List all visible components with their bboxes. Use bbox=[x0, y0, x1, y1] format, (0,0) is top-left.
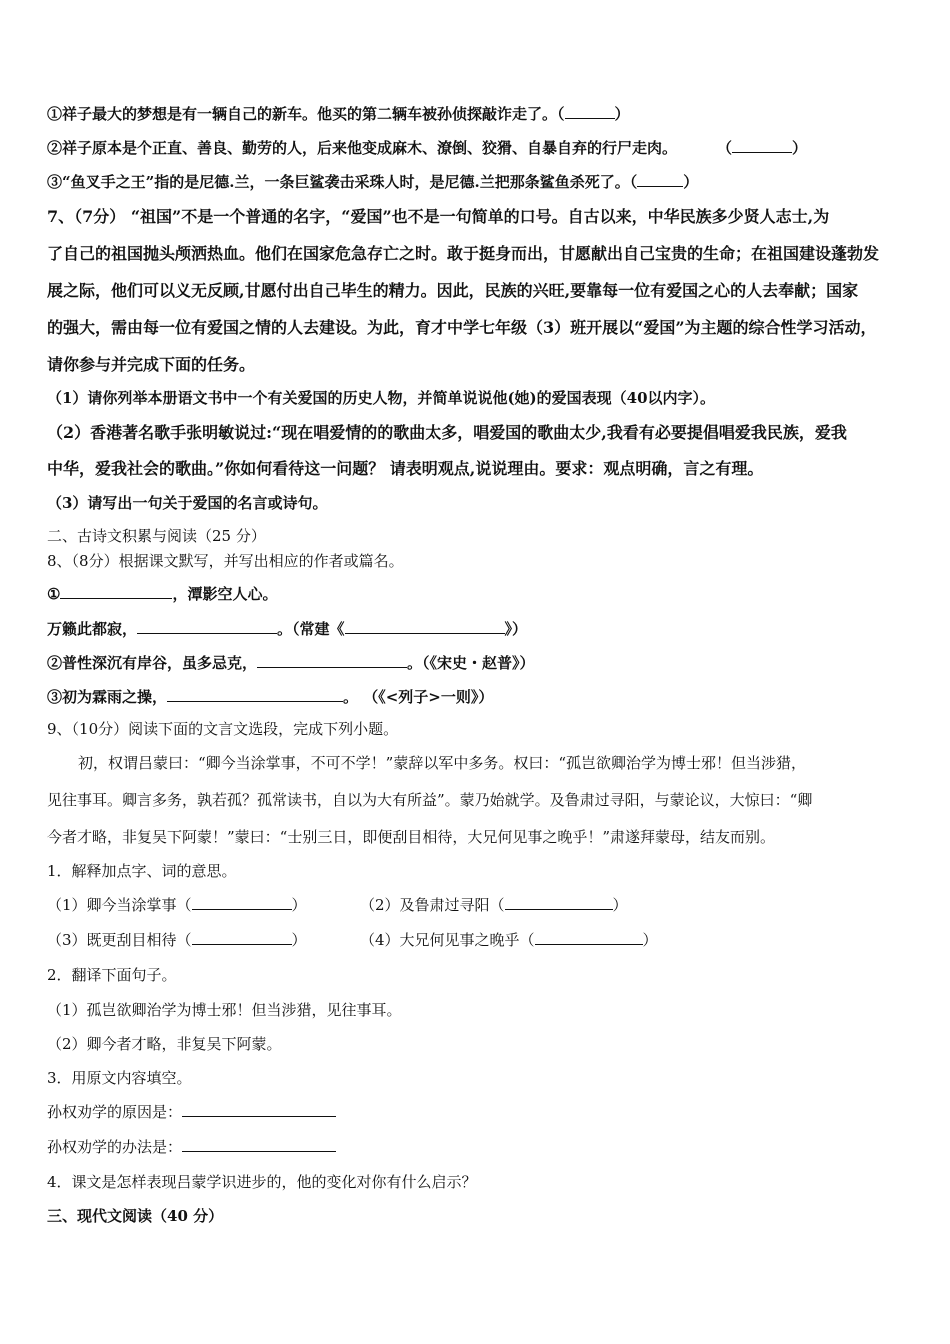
answer-blank[interactable] bbox=[535, 930, 643, 945]
q6-item-2: ②祥子原本是个正直、善良、勤劳的人，后来他变成麻木、潦倒、狡猾、自暴自弃的行尸走肉。 （ ） bbox=[47, 139, 808, 157]
q9-sub-2-title: 2．翻译下面句子。 bbox=[47, 966, 177, 984]
answer-blank[interactable] bbox=[257, 653, 407, 668]
section-2-heading: 二、古诗文积累与阅读（25 分） bbox=[47, 527, 266, 545]
answer-blank[interactable] bbox=[505, 895, 613, 910]
q9-passage-line-1: 初，权谓吕蒙曰：“卿今当涂掌事，不可不学！”蒙辞以军中多务。权曰：“孤岂欲卿治学为博士邪！但当涉猎， bbox=[78, 754, 807, 772]
section-3-heading: 三、现代文阅读（40 分） bbox=[47, 1207, 224, 1225]
q6-item-1: ①祥子最大的梦想是有一辆自己的新车。他买的第二辆车被孙侦探敲诈走了。（ ） bbox=[47, 105, 630, 123]
q9-sub-4: 4．课文是怎样表现吕蒙学识进步的，他的变化对你有什么启示？ bbox=[47, 1173, 477, 1191]
answer-blank[interactable] bbox=[192, 895, 292, 910]
answer-blank[interactable] bbox=[345, 619, 505, 634]
answer-blank[interactable] bbox=[60, 584, 172, 599]
q8-title: 8、（8分）根据课文默写，并写出相应的作者或篇名。 bbox=[47, 552, 404, 570]
q7-line-2: 了自己的祖国抛头颅洒热血。他们在国家危急存亡之时。敢于挺身而出，甘愿献出自己宝贵的生命；在祖国建设蓬勃发 bbox=[47, 244, 880, 263]
q9-sub-1-item-1: （1）卿今当涂掌事（ ） bbox=[47, 896, 307, 914]
answer-blank[interactable] bbox=[182, 1102, 336, 1117]
q7-line-3: 展之际，他们可以义无反顾,甘愿付出自己毕生的精力。因此，民族的兴旺,要靠每一位有爱国之心的人去奉献；国家 bbox=[47, 281, 859, 300]
q7-line-5: 请你参与并完成下面的任务。 bbox=[47, 355, 256, 374]
q9-passage-line-2: 见往事耳。卿言多务，孰若孤？孤常读书，自以为大有所益”。蒙乃始就学。及鲁肃过寻阳，与蒙论议，大惊曰：“卿 bbox=[47, 791, 813, 809]
q9-sub-1-item-4: （4）大兄何见事之晚乎（ ） bbox=[360, 931, 658, 949]
q8-line-4: ③初为霖雨之操， 。 （《<列子>一则》） bbox=[47, 688, 494, 706]
q9-sub-3-item-2: 孙权劝学的办法是： bbox=[47, 1137, 336, 1157]
q6-item-3: ③“鱼叉手之王”指的是尼德.兰，一条巨鲨袭击采珠人时，是尼德.兰把那条鲨鱼杀死了。（ ） bbox=[47, 173, 699, 191]
q9-sub-2-item-1: （1）孤岂欲卿治学为博士邪！但当涉猎，见往事耳。 bbox=[47, 1001, 402, 1019]
q9-sub-1-item-3: （3）既更刮目相待（ ） bbox=[47, 931, 307, 949]
q7-sub-1: （1）请你列举本册语文书中一个有关爱国的历史人物，并简单说说他(她)的爱国表现（40以内字）。 bbox=[47, 389, 716, 407]
q7-line-4: 的强大，需由每一位有爱国之情的人去建设。为此，育才中学七年级（3）班开展以“爱国”为主题的综合性学习活动， bbox=[47, 318, 877, 337]
q9-title: 9、（10分）阅读下面的文言文选段，完成下列小题。 bbox=[47, 720, 399, 738]
answer-blank[interactable] bbox=[167, 687, 343, 702]
q9-passage-line-3: 今者才略，非复吴下阿蒙！”蒙曰：“士别三日，即便刮目相待，大兄何见事之晚乎！”肃遂拜蒙母，结友而别。 bbox=[47, 828, 776, 846]
q9-sub-1-item-2: （2）及鲁肃过寻阳（ ） bbox=[360, 896, 628, 914]
q9-sub-2-item-2: （2）卿今者才略，非复吴下阿蒙。 bbox=[47, 1035, 282, 1053]
q7-sub-2b: 中华，爱我社会的歌曲。”你如何看待这一问题？ 请表明观点,说说理由。要求：观点明确，言之有理。 bbox=[47, 459, 764, 478]
q7-sub-2a: （2）香港著名歌手张明敏说过:“现在唱爱情的的歌曲太多，唱爱国的歌曲太少,我看有必要提倡唱爱我民族，爱我 bbox=[47, 423, 847, 442]
q9-sub-3-title: 3．用原文内容填空。 bbox=[47, 1069, 192, 1087]
answer-blank[interactable] bbox=[732, 138, 792, 153]
q9-sub-3-item-1: 孙权劝学的原因是： bbox=[47, 1102, 336, 1122]
q7-line-1: 7、（7分） “祖国”不是一个普通的名字，“爱国”也不是一句简单的口号。自古以来，中华民族多少贤人志士,为 bbox=[47, 207, 830, 226]
q8-line-3: ②普性深沉有岸谷，虽多忌克， 。（《宋史・赵普》） bbox=[47, 654, 535, 672]
q8-line-2: 万籁此都寂， 。（常建《 》） bbox=[47, 620, 528, 638]
answer-blank[interactable] bbox=[637, 172, 683, 187]
q8-line-1: ① ，潭影空人心。 bbox=[47, 585, 278, 603]
q7-sub-3: （3）请写出一句关于爱国的名言或诗句。 bbox=[47, 494, 328, 512]
answer-blank[interactable] bbox=[182, 1137, 336, 1152]
answer-blank[interactable] bbox=[137, 619, 277, 634]
q9-sub-1-title: 1．解释加点字、词的意思。 bbox=[47, 862, 237, 880]
answer-blank[interactable] bbox=[192, 930, 292, 945]
answer-blank[interactable] bbox=[565, 104, 615, 119]
